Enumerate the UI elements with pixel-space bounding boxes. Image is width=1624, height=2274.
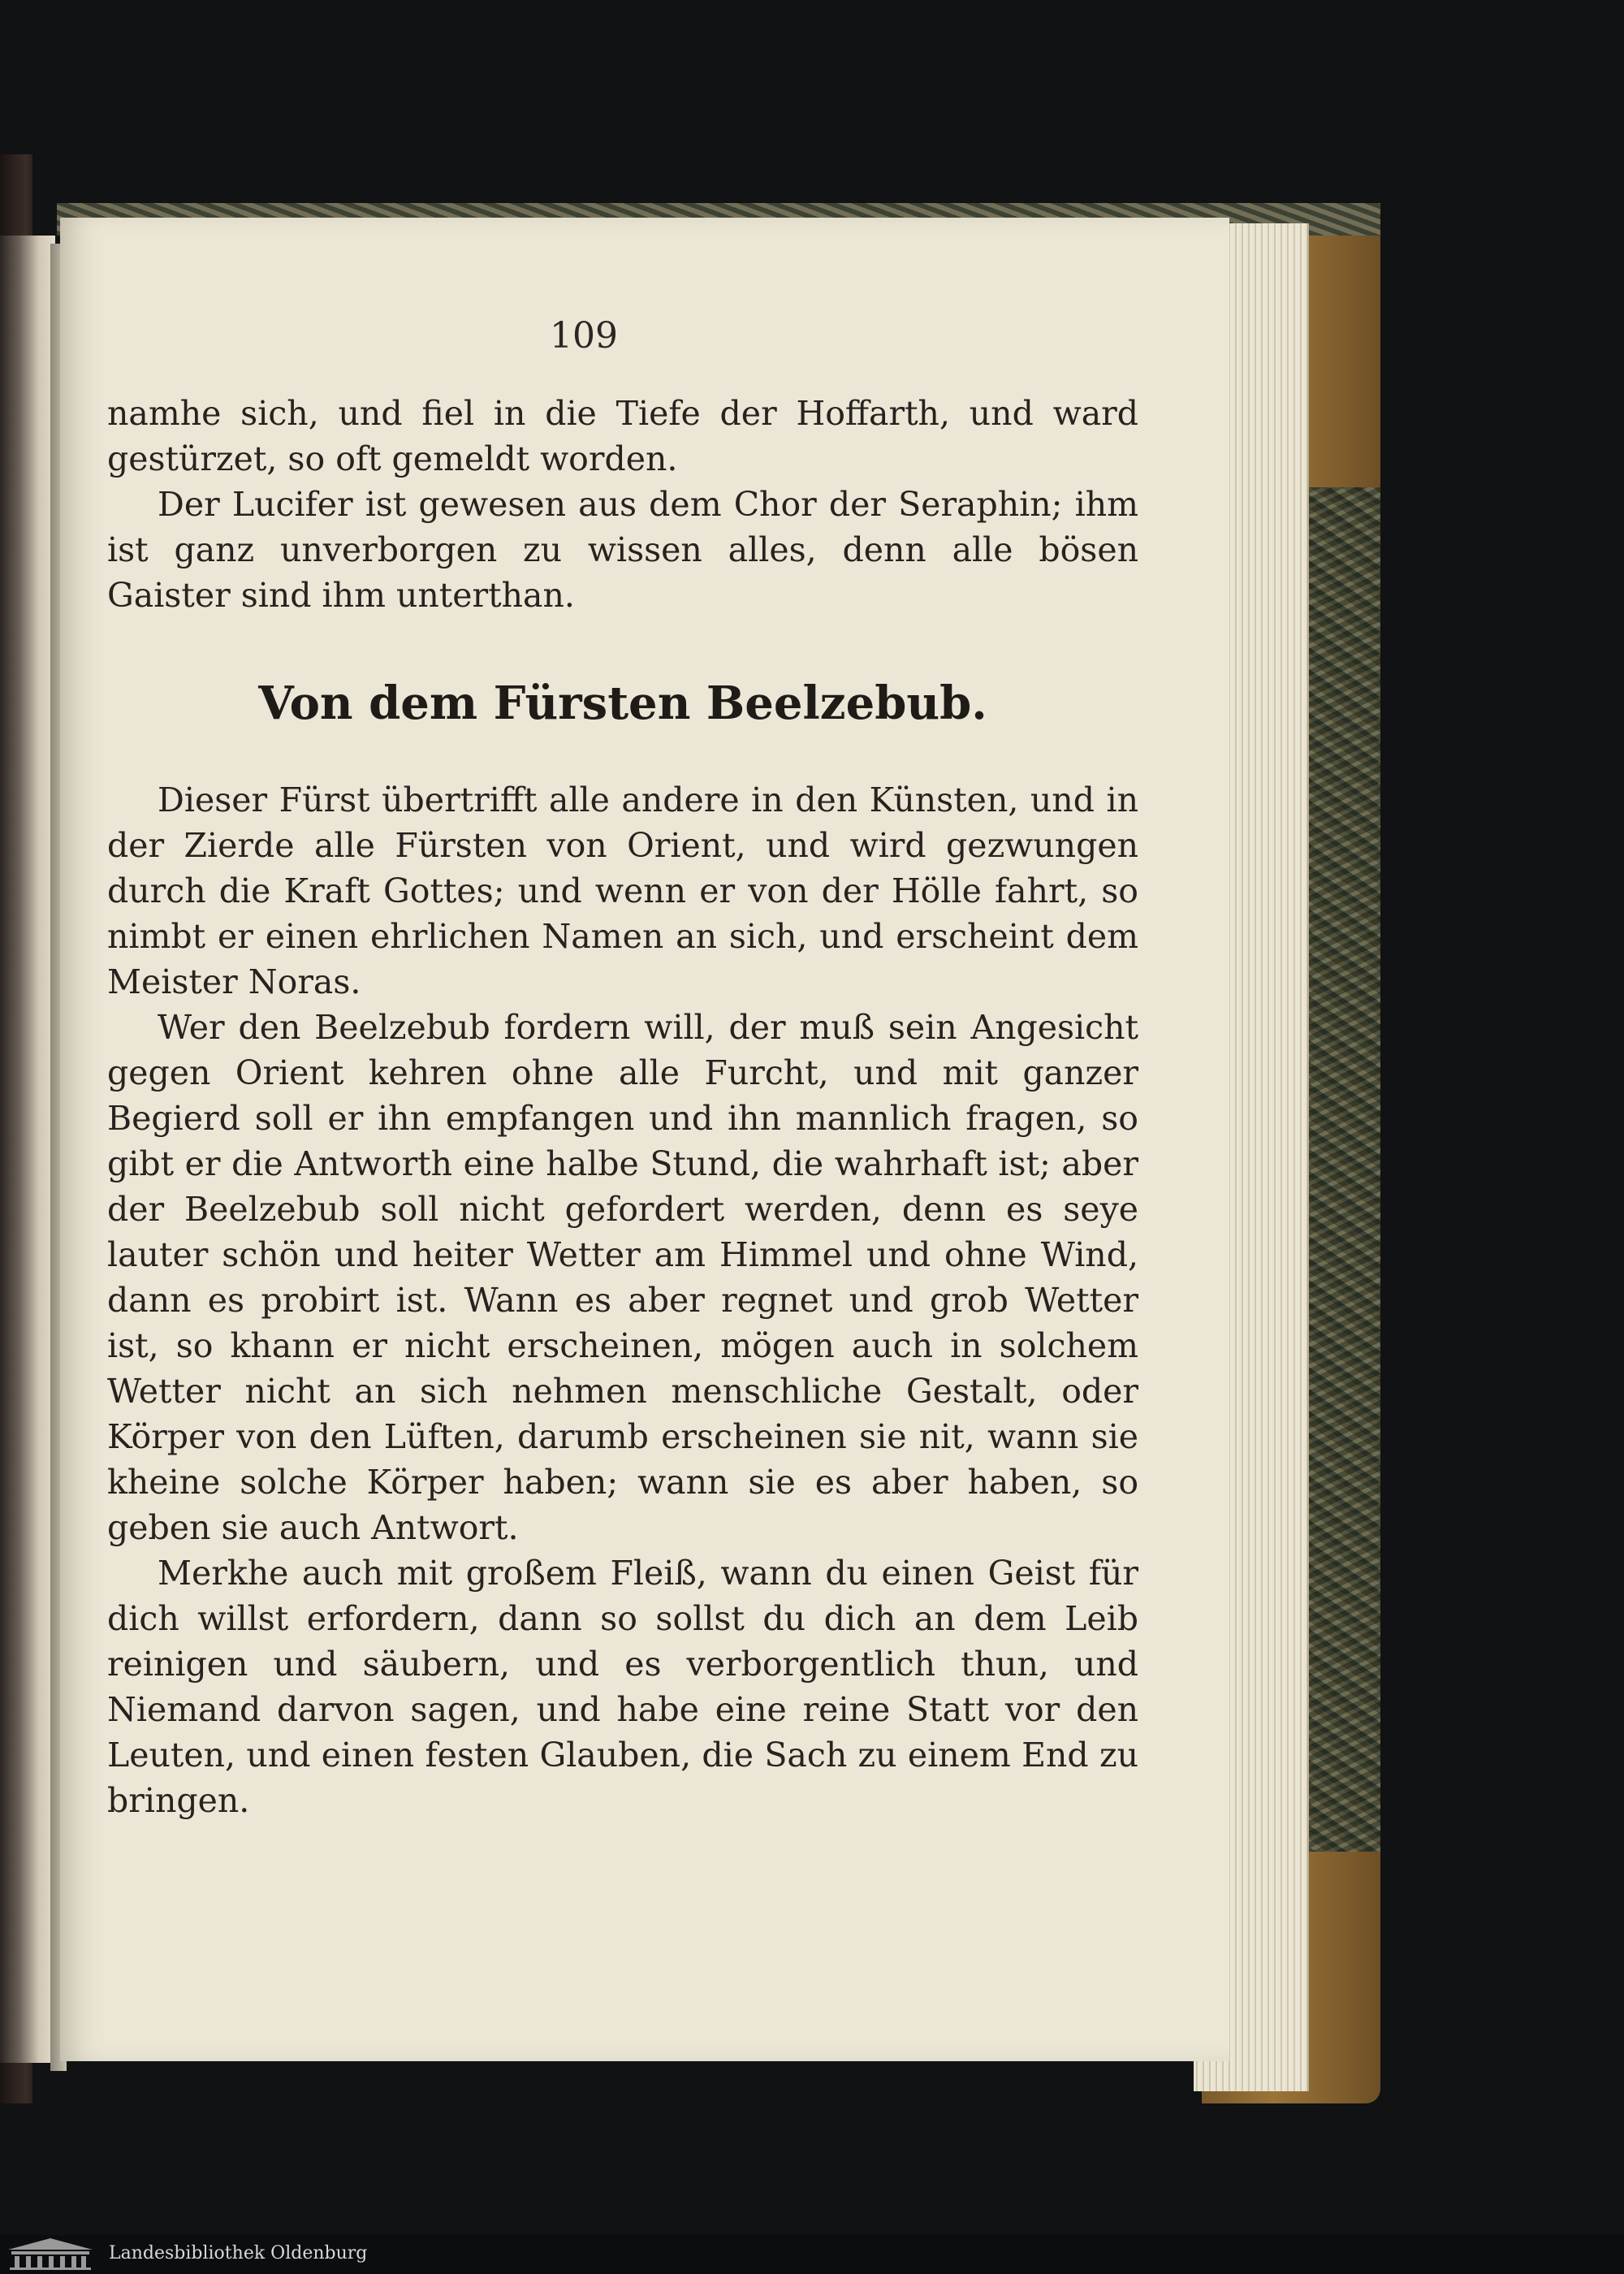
book-page — [60, 218, 1229, 2061]
paragraph: namhe sich, und fiel in die Tiefe der Hoffarth, und ward gestürzet, so oft gemeldt worden. — [107, 394, 1138, 478]
section-heading: Von dem Fürsten Beelzebub. — [258, 677, 987, 730]
page-number: 109 — [550, 315, 618, 357]
previous-page-edge — [0, 236, 55, 2063]
paragraph: Der Lucifer ist gewesen aus dem Chor der Seraphin; ihm ist ganz unverborgen zu wissen alles, denn alle bösen Gaister sind ihm unterthan. — [107, 485, 1138, 615]
paragraph: Merkhe auch mit großem Fleiß, wann du einen Geist für dich willst erfordern, dann so sollst du dich an dem Leib reinigen und säubern, und es verborgentlich thun, und Niemand darvon sagen, und habe eine reine Statt vor den Leuten, und einen festen Glauben, die Sach zu einem End zu bringen. — [107, 1554, 1138, 1820]
paragraph: Wer den Beelzebub fordern will, der muß sein Angesicht gegen Orient kehren ohne alle Furcht, und mit ganzer Begierd soll er ihn empfangen und ihn mannlich fragen, so gibt er die Antworth eine halbe Stund, die wahrhaft ist; aber der Beelzebub soll nicht gefordert werden, denn es seye lauter schön und heiter Wetter am Himmel und ohne Wind, dann es probirt ist. Wann es aber regnet und grob Wetter ist, so khann er nicht erscheinen, mögen auch in solchem Wetter nicht an sich nehmen menschliche Gestalt, oder Körper von den Lüften, darumb erscheinen sie nit, wann sie kheine solche Körper haben; wann sie es aber haben, so geben sie auch Antwort. — [107, 1008, 1138, 1547]
page-text — [107, 391, 1138, 1823]
library-name[interactable]: Landesbibliothek Oldenburg — [109, 2243, 368, 2263]
library-building-icon — [0, 2235, 101, 2272]
paragraph: Dieser Fürst übertrifft alle andere in den Künsten, und in der Zierde alle Fürsten von Orient, und wird gezwungen durch die Kraft Gottes; und wenn er von der Hölle fahrt, so nimbt er einen ehrlichen Namen an sich, und erscheint dem Meister Noras. — [107, 780, 1138, 1001]
marbled-cover — [1307, 487, 1380, 1852]
